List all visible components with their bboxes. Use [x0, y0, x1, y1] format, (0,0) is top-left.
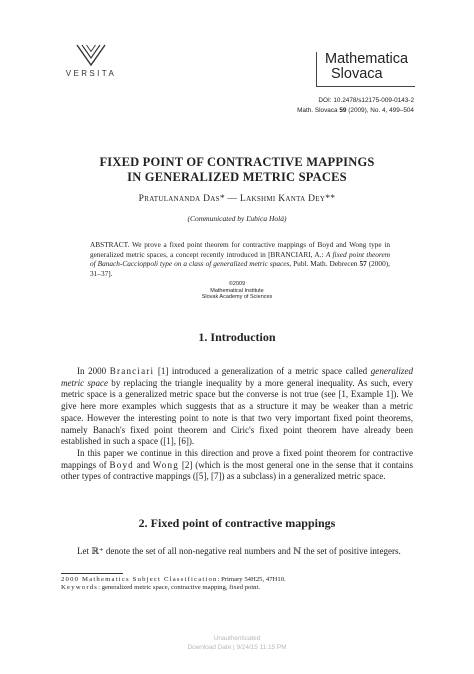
abstract: ABSTRACT. We prove a fixed point theorem for contractive mappings of Boyd and Wong type in generalized metric spaces, a concept recently introduced in [BRANCIARI, A.: A fixed point theorem of Banach-Caccioppoli type on a class of generalized metric spaces, Publ. Math. Debrecen 57 (2000), 31–37]. — [90, 240, 390, 278]
publisher-name: VERSITA — [65, 69, 117, 78]
section-heading-fixed-point: 2. Fixed point of contractive mappings — [138, 516, 336, 530]
doi: DOI: 10.2478/s12175-009-0143-2 — [318, 97, 414, 104]
footnote-rule — [61, 573, 123, 574]
section-heading-introduction: 1. Introduction — [198, 330, 276, 344]
communicated-by: (Communicated by Ľubica Holá) — [187, 214, 287, 223]
paper-title: FIXED POINT OF CONTRACTIVE MAPPINGS IN GENERALIZED METRIC SPACES — [99, 155, 375, 184]
publisher-logo — [62, 41, 120, 78]
citation: Math. Slovaca 59 (2009), No. 4, 499–504 — [297, 107, 414, 114]
journal-title-box — [316, 52, 415, 87]
copyright-notice: ©2009 Mathematical Institute Slovak Academy of Sciences — [201, 281, 273, 301]
section-introduction-body — [61, 366, 413, 483]
paragraph: Let ℝ⁺ denote the set of all non-negative real numbers and ℕ the set of positive integers. — [77, 546, 401, 556]
authors: Pratulananda Das* — Lakshmi Kanta Dey** — [138, 194, 336, 204]
msc-line: 2000 Mathematics Subject Classification: Primary 54H25, 47H10. — [61, 576, 286, 583]
footnote — [61, 576, 421, 593]
paragraph: In this paper we continue in this direction and prove a fixed point theorem for contractive mappings of Boyd and Wong [2] (which is the most general one in the sense that it contains other types of contractive mappings ([5], [7]) as a subclass) in a generalized metric space. — [61, 447, 413, 482]
download-watermark: Unauthenticated Download Date | 9/24/15 11:15 PM — [187, 635, 287, 651]
journal-title: Mathematica Slovaca — [325, 51, 409, 82]
section-fixed-point-body — [61, 546, 413, 558]
versita-logo-icon — [74, 41, 108, 67]
keywords-line: Keywords: generalized metric space, contractive mapping, fixed point. — [61, 584, 261, 592]
paragraph: In 2000 Branciari [1] introduced a generalization of a metric space called generalized metric space by replacing the triangle inequality by a more general inequality. As such, every metric space is a generalized metric space but the converse is not true (see [1, Example 1]). We give here more examples which suggests that as a structure it may be weaker than a metric space. However the interesting point to note is that two very important fixed point theorems, namely Banach's fixed point theorem and Ciric's fixed point theorem have already been established in such a space ([1], [6]). — [61, 366, 413, 447]
